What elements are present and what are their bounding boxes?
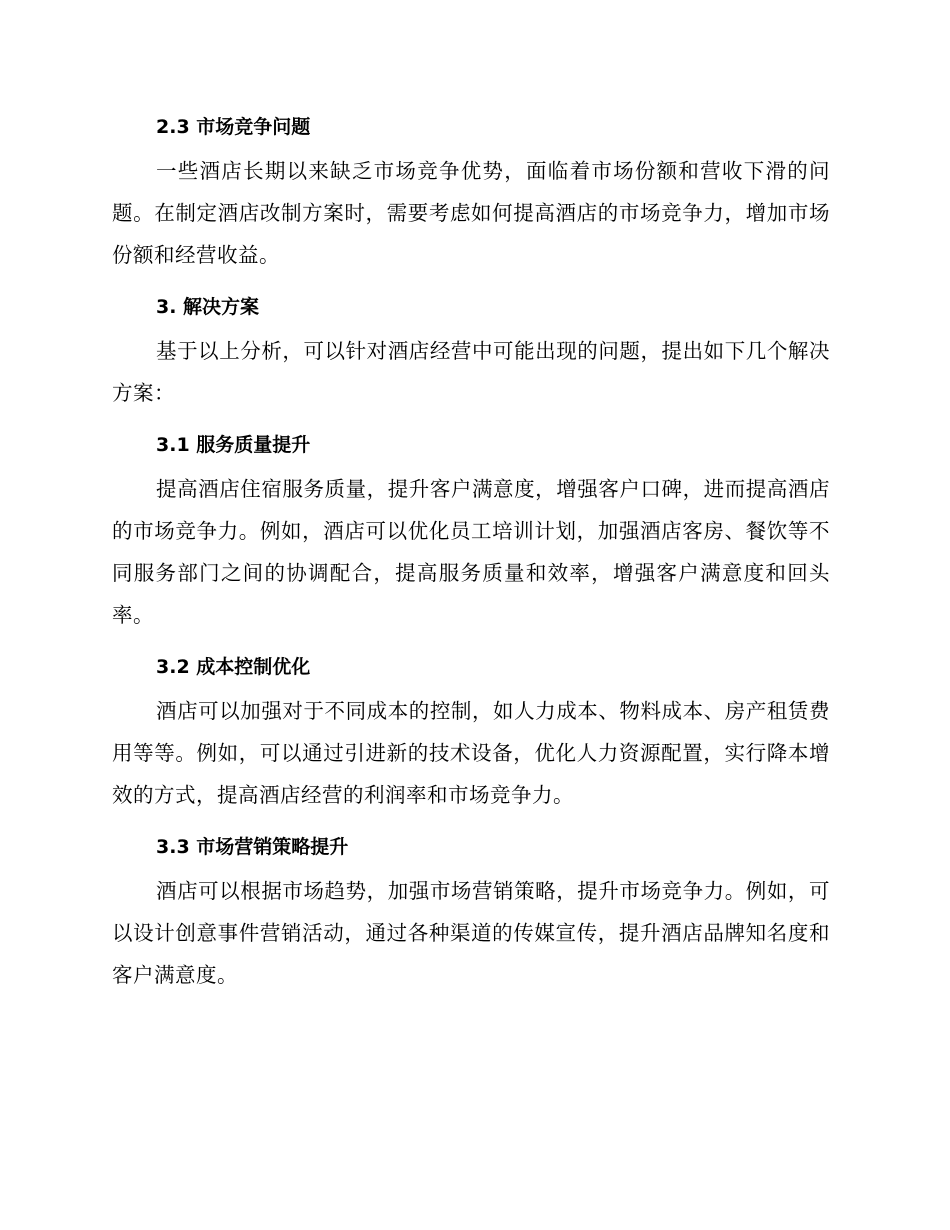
section-heading-3: 3. 解决方案	[156, 296, 260, 318]
section-heading-2-3: 2.3 市场竞争问题	[156, 116, 311, 138]
section-heading-3-1: 3.1 服务质量提升	[156, 434, 311, 456]
section-paragraph-3: 基于以上分析，可以针对酒店经营中可能出现的问题，提出如下几个解决方案：	[112, 339, 830, 405]
section-heading-3-2: 3.2 成本控制优化	[156, 656, 311, 678]
section-paragraph-3-2: 酒店可以加强对于不同成本的控制，如人力成本、物料成本、房产租赁费用等等。例如，可以通过引进新的技术设备，优化人力资源配置，实行降本增效的方式，提高酒店经营的利润率和市场竞争力。	[112, 699, 830, 807]
section-paragraph-3-1: 提高酒店住宿服务质量，提升客户满意度，增强客户口碑，进而提高酒店的市场竞争力。例如，酒店可以优化员工培训计划，加强酒店客房、餐饮等不同服务部门之间的协调配合，提高服务质量和效率，增强客户满意度和回头率。	[112, 477, 830, 627]
section-paragraph-2-3: 一些酒店长期以来缺乏市场竞争优势，面临着市场份额和营收下滑的问题。在制定酒店改制方案时，需要考虑如何提高酒店的市场竞争力，增加市场份额和经营收益。	[112, 159, 830, 267]
document-body	[112, 106, 830, 1006]
section-heading-3-3: 3.3 市场营销策略提升	[156, 836, 349, 858]
section-paragraph-3-3: 酒店可以根据市场趋势，加强市场营销策略，提升市场竞争力。例如，可以设计创意事件营销活动，通过各种渠道的传媒宣传，提升酒店品牌知名度和客户满意度。	[112, 879, 830, 987]
